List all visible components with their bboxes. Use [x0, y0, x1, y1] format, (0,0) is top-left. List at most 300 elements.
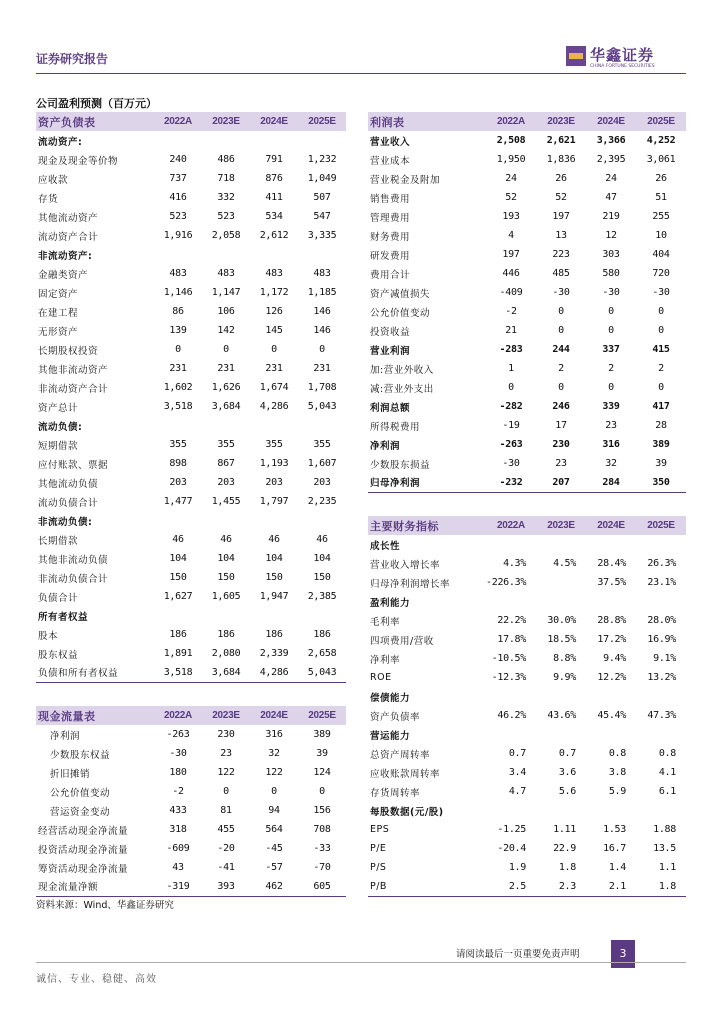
cell-value: [154, 416, 202, 435]
table-row: [36, 169, 346, 188]
cell-value: -2: [172, 786, 184, 797]
cell-value: -70: [313, 862, 331, 873]
cell-value: 2,612: [259, 230, 289, 241]
cell-value: 150: [313, 572, 331, 583]
table-row: [368, 858, 686, 877]
row-label: 存货周转率: [370, 787, 421, 799]
row-label: 非流动资产合计: [38, 383, 109, 395]
cell-value: 2,235: [307, 496, 337, 507]
cell-value: 3,366: [596, 135, 626, 146]
table-row: [368, 150, 686, 169]
cell-value: 337: [602, 344, 620, 355]
table-header-row: [368, 516, 686, 535]
cell-value: 150: [265, 572, 283, 583]
cell-value: 145: [265, 325, 283, 336]
row-label: 净利率: [370, 654, 401, 666]
cell-value: 718: [217, 173, 235, 184]
cell-value: 1,185: [307, 287, 337, 298]
cell-value: 5.6: [558, 786, 576, 797]
page-number: 3: [611, 940, 635, 968]
cell-value: 3.8: [608, 767, 626, 778]
cell-value: 2.1: [586, 877, 636, 896]
cell-value: [536, 592, 586, 611]
cell-value: 1,797: [259, 496, 289, 507]
cell-value: 3,061: [646, 154, 676, 165]
cell-value: 46.2%: [497, 710, 526, 721]
cell-value: [636, 801, 686, 820]
cell-value: [636, 725, 686, 744]
cell-value: 389: [652, 439, 670, 450]
cell-value: 564: [265, 824, 283, 835]
table-title: 利润表: [368, 112, 486, 131]
table-header-row: [36, 112, 346, 131]
cell-value: [298, 606, 346, 625]
cell-value: 316: [265, 729, 283, 740]
cell-value: [536, 725, 586, 744]
cell-value: 4.3%: [503, 558, 526, 569]
cell-value: 122: [265, 767, 283, 778]
row-label: 在建工程: [38, 307, 79, 319]
cell-value: 1,627: [163, 591, 193, 602]
cell-value: 39: [655, 458, 667, 469]
table-row: [368, 321, 686, 340]
row-label: 公允价值变动: [50, 787, 111, 799]
cell-value: 9.4%: [603, 653, 626, 664]
cell-value: 13: [555, 230, 567, 241]
cell-value: 230: [217, 729, 235, 740]
cell-value: 3.4: [508, 767, 526, 778]
table-header-row: [368, 112, 686, 131]
cell-value: 47.3%: [647, 710, 676, 721]
row-label: 所得税费用: [370, 421, 421, 433]
cell-value: 240: [169, 154, 187, 165]
cell-value: 5.9: [608, 786, 626, 797]
cell-value: 203: [265, 477, 283, 488]
cell-value: 32: [605, 458, 617, 469]
row-label: 流动资产合计: [38, 231, 99, 243]
row-label: 应收账款周转率: [370, 768, 441, 780]
cell-value: 186: [265, 629, 283, 640]
row-label: 少数股东损益: [370, 459, 431, 471]
row-label: 资产负债率: [370, 711, 421, 723]
cell-value: 4,286: [250, 663, 298, 682]
column-header: 2023E: [202, 112, 250, 131]
cell-value: 316: [602, 439, 620, 450]
cell-value: 230: [552, 439, 570, 450]
cell-value: [202, 131, 250, 150]
cell-value: 0: [223, 786, 229, 797]
cell-value: 2,621: [546, 135, 576, 146]
cell-value: [486, 801, 536, 820]
cash-flow-table: [36, 706, 346, 897]
cell-value: [298, 511, 346, 530]
cell-value: 186: [169, 629, 187, 640]
cell-value: -30: [602, 287, 620, 298]
footer-slogan: 诚信、专业、稳健、高效: [36, 974, 157, 985]
cell-value: [536, 687, 586, 706]
cell-value: 32: [268, 748, 280, 759]
cell-value: 1,146: [163, 287, 193, 298]
cell-value: 52: [555, 192, 567, 203]
row-label: 营业税金及附加: [370, 174, 441, 186]
cell-value: 485: [552, 268, 570, 279]
cell-value: [636, 687, 686, 706]
cell-value: 1.1: [658, 862, 676, 873]
key-ratios-table: [368, 516, 686, 897]
row-label: 现金流量净额: [36, 877, 154, 896]
table-row: [36, 492, 346, 511]
row-label: 营业收入增长率: [370, 559, 441, 571]
column-header: 2025E: [298, 706, 346, 725]
table-row: [36, 763, 346, 782]
row-label: 所有者权益: [38, 611, 89, 623]
source-note: 资料来源：Wind、华鑫证券研究: [36, 900, 174, 911]
cell-value: 3,518: [163, 401, 193, 412]
table-row: [36, 782, 346, 801]
cell-value: 0: [558, 382, 564, 393]
cell-value: -319: [154, 877, 202, 896]
cell-value: 1,477: [163, 496, 193, 507]
table-row: [368, 668, 686, 687]
row-label: 股本: [38, 630, 59, 642]
cell-value: 507: [313, 192, 331, 203]
column-header: 2022A: [154, 112, 202, 131]
cell-value: 46: [316, 534, 328, 545]
table-row: [368, 226, 686, 245]
cell-value: 1,049: [307, 173, 337, 184]
cell-value: 0: [223, 344, 229, 355]
cell-value: -45: [265, 843, 283, 854]
table-row: [36, 207, 346, 226]
table-row: [368, 687, 686, 706]
cell-value: 0: [319, 786, 325, 797]
table-row: [36, 820, 346, 839]
cell-value: 1.4: [608, 862, 626, 873]
cell-value: 417: [652, 401, 670, 412]
table-row: [36, 416, 346, 435]
column-header: 2022A: [486, 516, 536, 535]
cell-value: 2,508: [496, 135, 526, 146]
row-label: 营业成本: [370, 155, 411, 167]
row-label: 存货: [38, 193, 59, 205]
cell-value: 1,455: [211, 496, 241, 507]
cell-value: 1,836: [546, 154, 576, 165]
row-label: 营运能力: [370, 730, 411, 742]
row-label: 现金及现金等价物: [38, 155, 119, 167]
cell-value: 1,607: [307, 458, 337, 469]
cell-value: 393: [202, 877, 250, 896]
cell-value: [154, 245, 202, 264]
table-row: [36, 530, 346, 549]
cell-value: 6.1: [658, 786, 676, 797]
cell-value: 0: [271, 344, 277, 355]
row-label: EPS: [370, 824, 390, 835]
cell-value: 126: [265, 306, 283, 317]
cell-value: 0: [658, 325, 664, 336]
cell-value: 180: [169, 767, 187, 778]
column-header: 2022A: [486, 112, 536, 131]
cell-value: 21: [505, 325, 517, 336]
cell-value: -283: [499, 344, 523, 355]
cell-value: 0: [558, 306, 564, 317]
cell-value: [202, 245, 250, 264]
cell-value: 0: [608, 325, 614, 336]
cell-value: [536, 573, 586, 592]
cell-value: 284: [586, 473, 636, 492]
cell-value: -232: [486, 473, 536, 492]
cell-value: 1,626: [211, 382, 241, 393]
cell-value: 43: [172, 862, 184, 873]
cell-value: 223: [552, 249, 570, 260]
cell-value: 0.8: [608, 748, 626, 759]
cell-value: -30: [552, 287, 570, 298]
row-label: 其他非流动资产: [38, 364, 109, 376]
company-logo: [566, 44, 676, 74]
cell-value: -10.5%: [491, 653, 526, 664]
table-row: [368, 573, 686, 592]
cell-value: 104: [313, 553, 331, 564]
table-row: [36, 549, 346, 568]
cell-value: 4.1: [658, 767, 676, 778]
footer-divider: [36, 962, 686, 963]
cell-value: [486, 535, 536, 554]
cell-value: 1.8: [558, 862, 576, 873]
row-label: 其他流动资产: [38, 212, 99, 224]
column-header: 2025E: [636, 516, 686, 535]
cell-value: -33: [313, 843, 331, 854]
cell-value: 1,605: [211, 591, 241, 602]
cell-value: [636, 535, 686, 554]
cell-value: -20.4: [497, 843, 526, 854]
cell-value: 146: [313, 306, 331, 317]
cell-value: 1.8: [636, 877, 686, 896]
cell-value: 255: [652, 211, 670, 222]
cell-value: 3,684: [202, 663, 250, 682]
cell-value: 2,058: [211, 230, 241, 241]
table-row: [368, 340, 686, 359]
cell-value: 2,339: [259, 648, 289, 659]
cell-value: 197: [502, 249, 520, 260]
cell-value: 51: [655, 192, 667, 203]
table-row: [36, 725, 346, 744]
cell-value: 13.5: [653, 843, 676, 854]
cell-value: -57: [265, 862, 283, 873]
row-label: 应收款: [38, 174, 69, 186]
cell-value: 197: [552, 211, 570, 222]
row-label: 投资收益: [370, 326, 411, 338]
cell-value: 4.7: [508, 786, 526, 797]
row-label: 股东权益: [38, 649, 79, 661]
cell-value: 483: [313, 268, 331, 279]
row-label: 四项费用/营收: [370, 635, 434, 647]
cell-value: 8.8%: [553, 653, 576, 664]
row-label: 归母净利润: [368, 473, 486, 492]
logo-subtext: CHINA FORTUNE SECURITIES: [590, 64, 655, 69]
row-label: 长期股权投资: [38, 345, 99, 357]
table-row: [368, 877, 686, 896]
cell-value: 186: [313, 629, 331, 640]
cell-value: [202, 416, 250, 435]
table-row: [36, 568, 346, 587]
row-label: 流动资产:: [38, 136, 83, 148]
cell-value: 1: [508, 363, 514, 374]
cell-value: 411: [265, 192, 283, 203]
cell-value: 5,043: [298, 663, 346, 682]
row-label: 每股数据(元/股): [370, 806, 444, 818]
cell-value: [636, 592, 686, 611]
row-label: P/E: [370, 843, 387, 854]
balance-sheet-table: [36, 112, 346, 683]
cell-value: 2: [608, 363, 614, 374]
cell-value: [298, 416, 346, 435]
cell-value: 3,518: [154, 663, 202, 682]
cell-value: 389: [313, 729, 331, 740]
table-row: [36, 397, 346, 416]
cell-value: 139: [169, 325, 187, 336]
cell-value: 2: [558, 363, 564, 374]
cell-value: 2.3: [536, 877, 586, 896]
table-row: [36, 839, 346, 858]
header-divider: [36, 73, 686, 74]
row-label: 投资活动现金净流量: [38, 844, 129, 856]
row-label: 应付账款、票据: [38, 459, 109, 471]
cell-value: [154, 131, 202, 150]
cell-value: 0.7: [558, 748, 576, 759]
table-row: [368, 131, 686, 150]
table-row: [368, 378, 686, 397]
cell-value: 483: [217, 268, 235, 279]
cell-value: 339: [602, 401, 620, 412]
cell-value: 0: [558, 325, 564, 336]
table-row: [36, 801, 346, 820]
row-label: 流动负债:: [38, 421, 83, 433]
table-row: [36, 858, 346, 877]
table-row: [368, 359, 686, 378]
cell-value: 193: [502, 211, 520, 222]
cell-value: 104: [217, 553, 235, 564]
cell-value: -226.3%: [486, 577, 527, 588]
table-row: [36, 150, 346, 169]
cell-value: 219: [602, 211, 620, 222]
cell-value: [250, 511, 298, 530]
cell-value: 246: [552, 401, 570, 412]
cell-value: 4: [508, 230, 514, 241]
row-label: 长期借款: [38, 535, 79, 547]
table-row: [36, 188, 346, 207]
cell-value: 12.2%: [597, 672, 626, 683]
cell-value: 547: [313, 211, 331, 222]
cell-value: 203: [313, 477, 331, 488]
row-label: 资产总计: [38, 402, 79, 414]
table-row: [36, 473, 346, 492]
cell-value: 46: [268, 534, 280, 545]
table-row: [368, 535, 686, 554]
cell-value: [154, 511, 202, 530]
cell-value: [586, 725, 636, 744]
cell-value: 24: [605, 173, 617, 184]
cell-value: 523: [217, 211, 235, 222]
row-label: 销售费用: [370, 193, 411, 205]
cell-value: 1,950: [496, 154, 526, 165]
cell-value: [536, 535, 586, 554]
cell-value: 737: [169, 173, 187, 184]
table-row: [368, 435, 686, 454]
table-row: [368, 725, 686, 744]
cell-value: 3.6: [558, 767, 576, 778]
cell-value: 1.88: [653, 824, 676, 835]
row-label: 其他流动负债: [38, 478, 99, 490]
cell-value: 523: [169, 211, 187, 222]
cell-value: 1,674: [259, 382, 289, 393]
cell-value: 1,916: [163, 230, 193, 241]
table-row: [368, 649, 686, 668]
table-row: [368, 820, 686, 839]
logo-mark-icon: [566, 46, 586, 66]
cell-value: 30.0%: [547, 615, 576, 626]
cell-value: 332: [217, 192, 235, 203]
cell-value: 81: [220, 805, 232, 816]
cell-value: 23: [555, 458, 567, 469]
cell-value: 0: [658, 382, 664, 393]
cell-value: 150: [169, 572, 187, 583]
table-row: [368, 283, 686, 302]
cell-value: 446: [502, 268, 520, 279]
cell-value: 45.4%: [597, 710, 626, 721]
row-label: 偿债能力: [370, 692, 411, 704]
column-header: 2024E: [586, 516, 636, 535]
cell-value: 104: [265, 553, 283, 564]
table-row: [36, 321, 346, 340]
cell-value: 791: [265, 154, 283, 165]
cell-value: -282: [499, 401, 523, 412]
cell-value: 1.53: [603, 824, 626, 835]
disclaimer-notice: 请阅读最后一页重要免责声明: [456, 949, 580, 960]
cell-value: 2,658: [307, 648, 337, 659]
cell-value: 483: [265, 268, 283, 279]
row-label: 公允价值变动: [370, 307, 431, 319]
row-label: 短期借款: [38, 440, 79, 452]
cell-value: 2,080: [211, 648, 241, 659]
cell-value: 0: [319, 344, 325, 355]
cell-value: 46: [220, 534, 232, 545]
cell-value: 4,252: [646, 135, 676, 146]
table-row: [36, 283, 346, 302]
table-row: [368, 397, 686, 416]
cell-value: 9.1%: [653, 653, 676, 664]
cell-value: 2: [658, 363, 664, 374]
cell-value: 876: [265, 173, 283, 184]
table-row: [368, 207, 686, 226]
table-row: [36, 663, 346, 682]
row-label: 固定资产: [38, 288, 79, 300]
cell-value: 156: [313, 805, 331, 816]
cell-value: 720: [652, 268, 670, 279]
column-header: 2023E: [536, 516, 586, 535]
cell-value: [154, 606, 202, 625]
table-row: [36, 131, 346, 150]
cell-value: [586, 687, 636, 706]
table-row: [368, 245, 686, 264]
cell-value: 46: [172, 534, 184, 545]
cell-value: 10: [655, 230, 667, 241]
cell-value: 9.9%: [553, 672, 576, 683]
cell-value: 24: [505, 173, 517, 184]
row-label: 净利润: [370, 440, 401, 452]
cell-value: 22.2%: [497, 615, 526, 626]
table-row: [36, 340, 346, 359]
cell-value: 18.5%: [547, 634, 576, 645]
cell-value: 231: [169, 363, 187, 374]
